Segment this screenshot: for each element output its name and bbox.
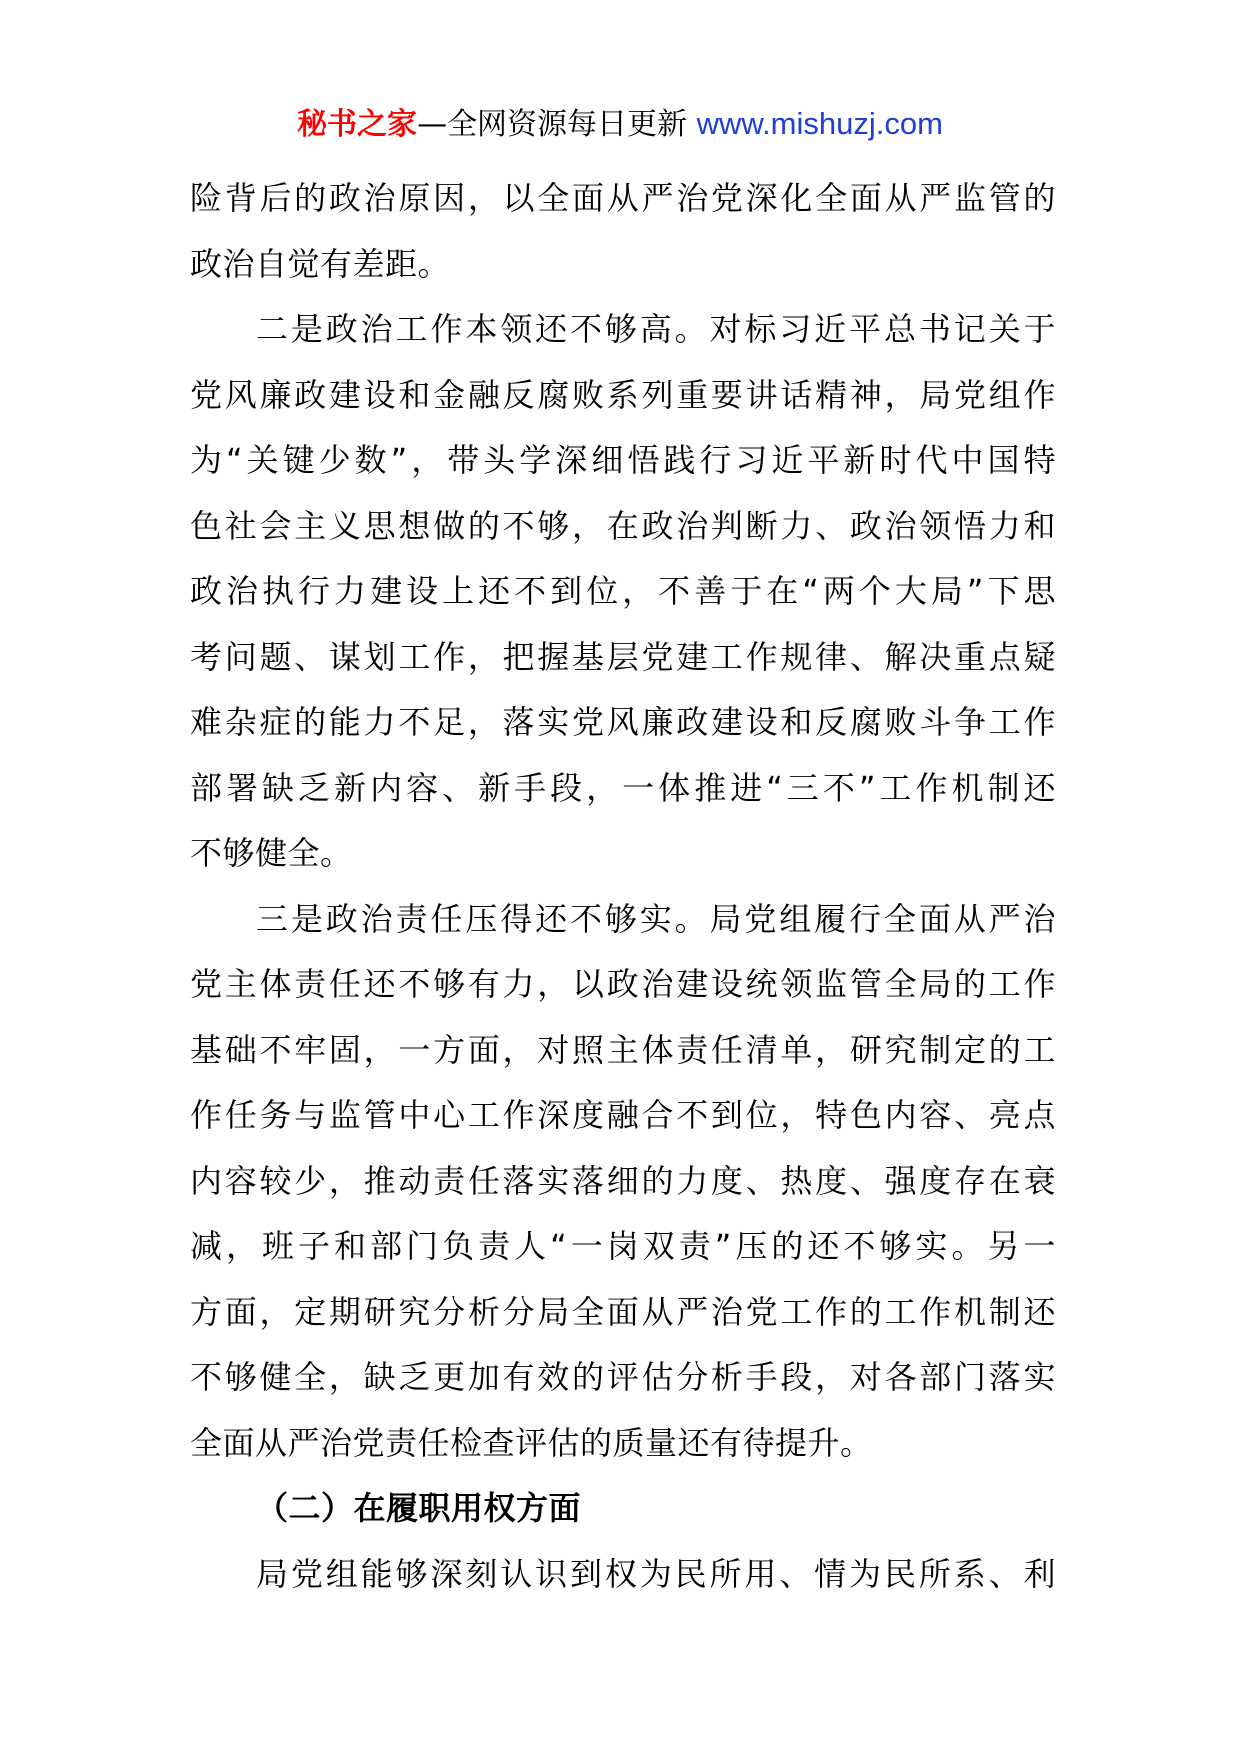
paragraph-line: 党主体责任还不够有力，以政治建设统领监管全局的工作 xyxy=(190,965,1056,1003)
paragraph-line: 部署缺乏新内容、新手段，一体推进“三不”工作机制还 xyxy=(190,768,1056,807)
paragraph-line: 不够健全。 xyxy=(190,834,353,872)
paragraph-line: 减，班子和部门负责人“一岗双责”压的还不够实。另一 xyxy=(190,1227,1056,1265)
paragraph-line: 内容较少，推动责任落实落细的力度、热度、强度存在衰 xyxy=(190,1161,1056,1200)
paragraph-line: 难杂症的能力不足，落实党风廉政建设和反腐败斗争工作 xyxy=(190,703,1056,741)
paragraph-line: 为“关键少数”，带头学深细悟践行习近平新时代中国特 xyxy=(190,441,1056,479)
paragraph-line: 党风廉政建设和金融反腐败系列重要讲话精神，局党组作 xyxy=(190,375,1056,414)
paragraph-line: 险背后的政治原因，以全面从严治党深化全面从严监管的 xyxy=(190,179,1056,217)
site-header xyxy=(0,104,1240,145)
paragraph-line: 政治执行力建设上还不到位，不善于在“两个大局”下思 xyxy=(190,572,1056,610)
paragraph-line: 方面，定期研究分析分局全面从严治党工作的工作机制还 xyxy=(190,1292,1056,1331)
paragraph-line: 政治自觉有差距。 xyxy=(190,244,451,283)
paragraph-line: 考问题、谋划工作，把握基层党建工作规律、解决重点疑 xyxy=(190,637,1056,676)
paragraph-line: 三是政治责任压得还不够实。局党组履行全面从严治 xyxy=(256,899,1056,938)
paragraph-line: 基础不牢固，一方面，对照主体责任清单，研究制定的工 xyxy=(190,1030,1056,1069)
paragraph-line: 二是政治工作本领还不够高。对标习近平总书记关于 xyxy=(256,310,1056,348)
section-heading: （二）在履职用权方面 xyxy=(256,1489,582,1527)
paragraph-line: 不够健全，缺乏更加有效的评估分析手段，对各部门落实 xyxy=(190,1358,1056,1396)
site-tagline: —全网资源每日更新 xyxy=(417,107,688,142)
paragraph-line: 全面从严治党责任检查评估的质量还有待提升。 xyxy=(190,1423,873,1462)
paragraph-line: 作任务与监管中心工作深度融合不到位，特色内容、亮点 xyxy=(190,1096,1056,1134)
paragraph-line: 局党组能够深刻认识到权为民所用、情为民所系、利 xyxy=(256,1554,1056,1593)
site-url-link[interactable]: www.mishuzj.com xyxy=(696,106,943,141)
document-body xyxy=(190,166,1056,1607)
site-brand: 秘书之家 xyxy=(297,107,418,142)
paragraph-line: 色社会主义思想做的不够，在政治判断力、政治领悟力和 xyxy=(190,506,1056,545)
